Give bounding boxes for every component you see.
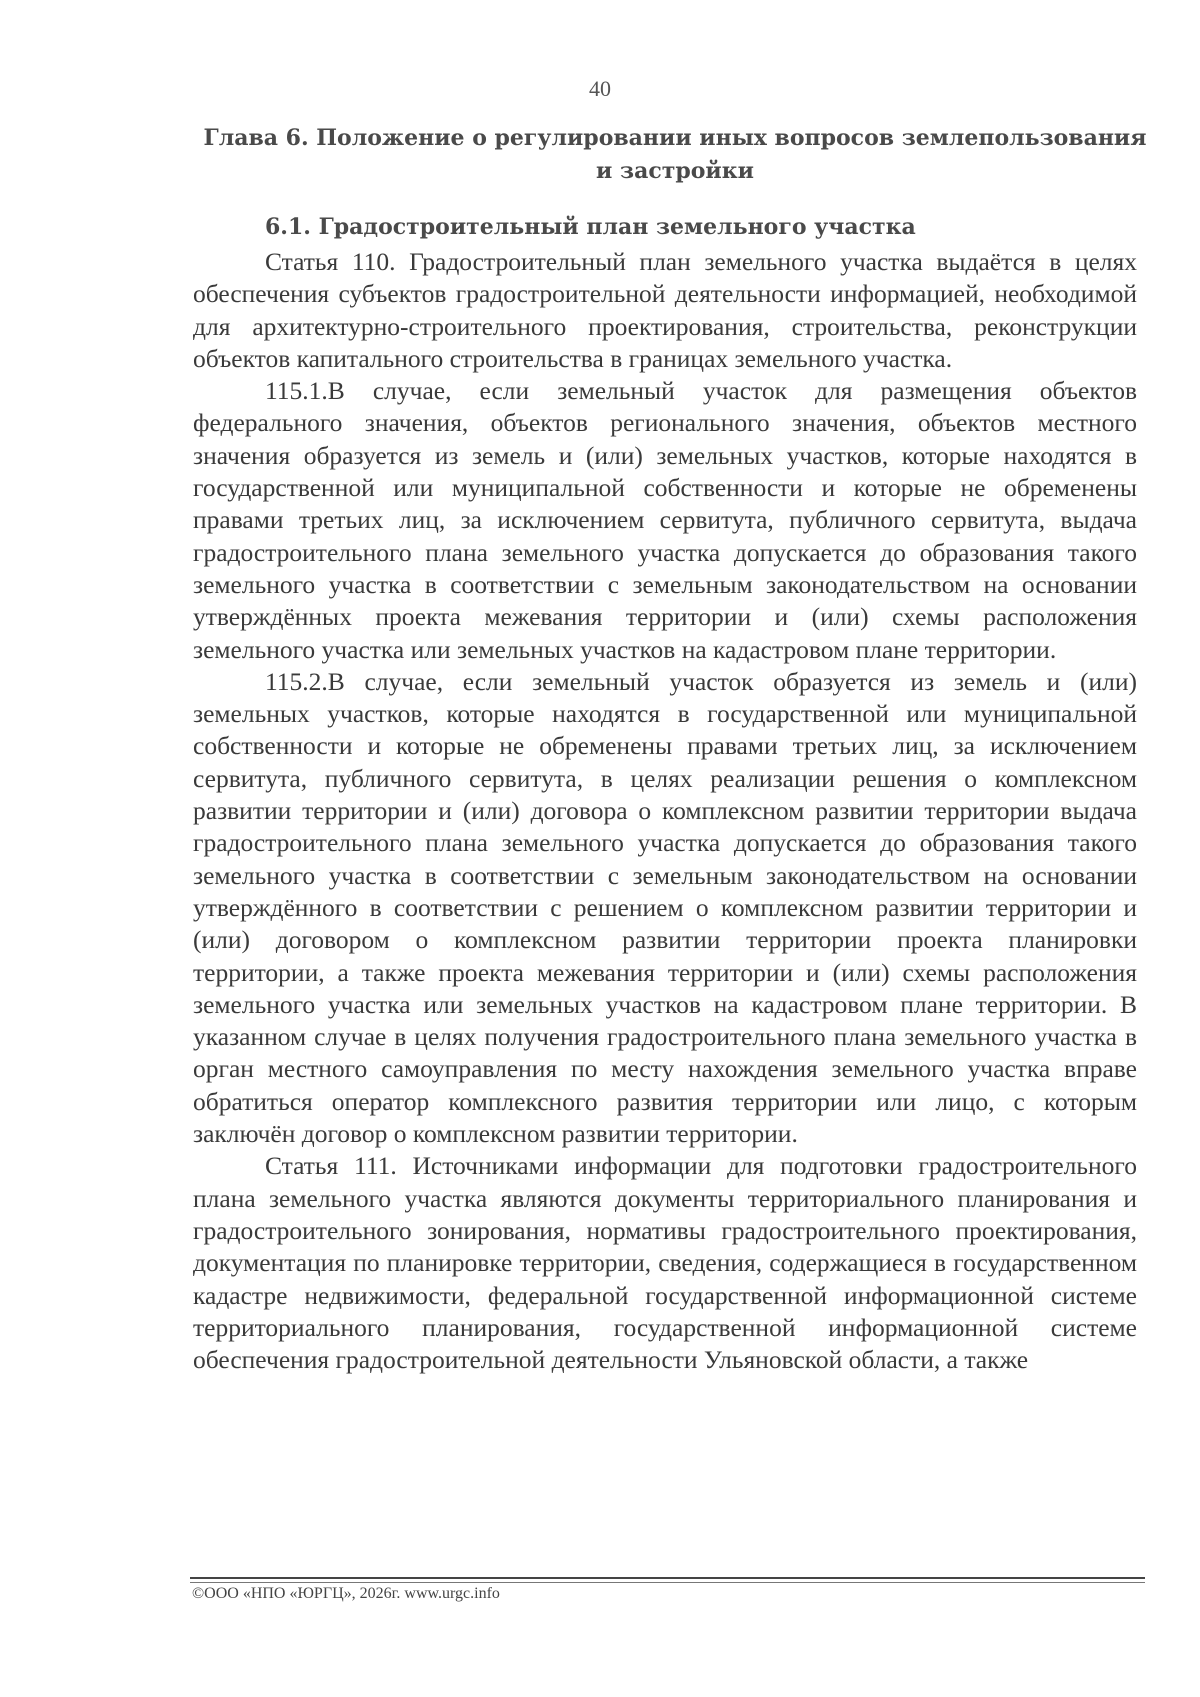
- chapter-title-line-1: Глава 6. Положение о регулировании иных вопросов землепользования: [203, 125, 1147, 151]
- paragraph-article-111: Статья 111. Источниками информации для подготовки градостроительного плана земельного участка являются документы территориального планирования и градостроительного зонирования, нормативы градостроительного проектирования, документация по планировке территории, сведения, содержащиеся в государственном кадастре недвижимости, федеральной государственной информационной системе территориального планирования, государственной информационной системе обеспечения градостроительной деятельности Ульяновской области, а также: [193, 1151, 1137, 1375]
- paragraph-115-2: 115.2.В случае, если земельный участок образуется из земель и (или) земельных участков, которые находятся в государственной или муниципальной собственности и которые не обременены правами третьих лиц, за исключением сервитута, публичного сервитута, в целях реализации решения о комплексном развитии территории и (или) договора о комплексном развитии территории выдача градостроительного плана земельного участка допускается до образования такого земельного участка в соответствии с земельным законодательством на основании утверждённого в соответствии с решением о комплексном развитии территории и (или) договором о комплексном развитии территории проекта планировки территории, а также проекта межевания территории и (или) схемы расположения земельного участка или земельных участков на кадастровом плане территории. В указанном случае в целях получения градостроительного плана земельного участка в орган местного самоуправления по месту нахождения земельного участка вправе обратиться оператор комплексного развития территории или лицо, с которым заключён договор о комплексном развитии территории.: [193, 666, 1137, 1149]
- chapter-title: [200, 122, 1150, 188]
- body-text: [193, 246, 1137, 1376]
- paragraph-115-1: 115.1.В случае, если земельный участок для размещения объектов федерального значения, объектов регионального значения, объектов местного значения образуется из земель и (или) земельных участков, которые находятся в государственной или муниципальной собственности и которые не обременены правами третьих лиц, за исключением сервитута, публичного сервитута, выдача градостроительного плана земельного участка допускается до образования такого земельного участка в соответствии с земельным законодательством на основании утверждённых проекта межевания территории и (или) схемы расположения земельного участка или земельных участков на кадастровом плане территории.: [193, 376, 1137, 664]
- footer-divider-thin: [190, 1582, 1145, 1583]
- page-number: 40: [589, 76, 611, 101]
- paragraph-article-110: Статья 110. Градостроительный план земельного участка выдаётся в целях обеспечения субъектов градостроительной деятельности информацией, необходимой для архитектурно-строительного проектирования, строительства, реконструкции объектов капитального строительства в границах земельного участка.: [193, 247, 1137, 373]
- footer-copyright: ©ООО «НПО «ЮРГЦ», 2026г. www.urgc.info: [192, 1585, 500, 1602]
- section-title: 6.1. Градостроительный план земельного участка: [265, 214, 916, 240]
- footer-divider: [190, 1577, 1145, 1579]
- chapter-title-line-2: и застройки: [596, 158, 754, 184]
